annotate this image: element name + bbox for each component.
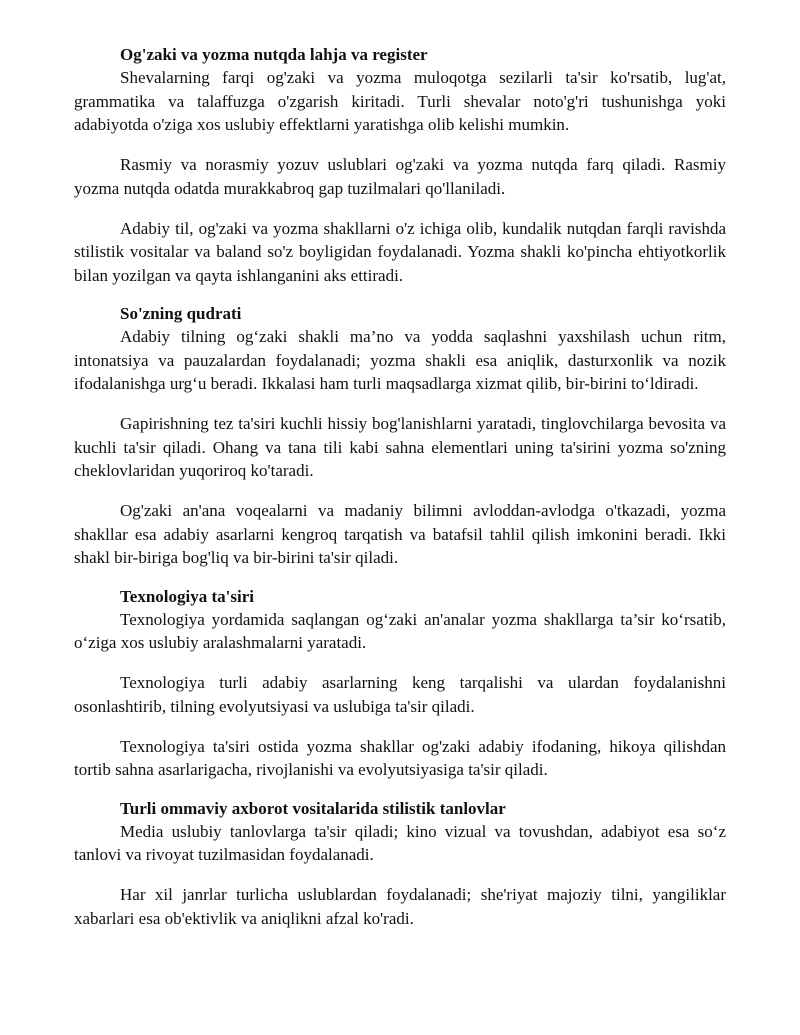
paragraph: Gapirishning tez ta'siri kuchli hissiy bog'lanishlarni yaratadi, tinglovchilarga bevosita va kuchli ta'sir qiladi. Ohang va tana tili kabi sahna elementlari uning ta'sirini yozma so'zning cheklovlaridan yuqoriroq ko'taradi. [74,414,726,480]
section-heading: Turli ommaviy axborot vositalarida stilistik tanlovlar [120,798,506,818]
section-heading: Texnologiya ta'siri [120,586,254,606]
paragraph: Texnologiya ta'siri ostida yozma shakllar og'zaki adabiy ifodaning, hikoya qilishdan tortib sahna asarlarigacha, rivojlanishi va evolyutsiyasiga ta'sir qiladi. [74,736,726,779]
paragraph: Og'zaki an'ana voqealarni va madaniy bilimni avloddan-avlodga o'tkazadi, yozma shakllar esa adabiy asarlarni kengroq tarqatish va batafsil tahlil qilish imkonini beradi. Ikki shakl bir-biriga bog'liq va bir-birini ta'sir qiladi. [74,501,726,567]
section-power-of-word [74,303,726,570]
section-technology-impact [74,586,726,782]
paragraph: Shevalarning farqi og'zaki va yozma muloqotga sezilarli ta'sir ko'rsatib, lug'at, grammatika va talaffuzga o'zgarish kiritadi. Turli shevalar noto'g'ri tushunishga yoki adabiyotda o'ziga xos uslubiy effektlarni yaratishga olib kelishi mumkin. [74,68,726,134]
paragraph: Rasmiy va norasmiy yozuv uslublari og'zaki va yozma nutqda farq qiladi. Rasmiy yozma nutqda odatda murakkabroq gap tuzilmalari qo'llaniladi. [74,155,726,198]
section-heading: Og'zaki va yozma nutqda lahja va register [120,45,428,64]
paragraph: Har xil janrlar turlicha uslublardan foydalanadi; she'riyat majoziy tilni, yangiliklar xabarlari esa ob'ektivlik va aniqlikni afzal ko'radi. [74,885,726,928]
section-dialect-register [74,44,726,287]
paragraph: Adabiy til, og'zaki va yozma shakllarni o'z ichiga olib, kundalik nutqdan farqli ravishda stilistik vositalar va baland so'z boyligidan foydalanadi. Yozma shakli ko'pincha ehtiyotkorlik bilan yozilgan va qayta ishlanganini aks ettiradi. [74,218,726,285]
paragraph: Texnologiya yordamida saqlangan og‘zaki an'analar yozma shakllarga ta’sir ko‘rsatib, o‘ziga xos uslubiy aralashmalarni yaratadi. [74,609,726,652]
paragraph: Adabiy tilning og‘zaki shakli ma’no va yodda saqlashni yaxshilash uchun ritm, intonatsiya va pauzalardan foydalanadi; yozma shakli esa aniqlik, dasturxonlik va nozik ifodalanishga urg‘u beradi. Ikkalasi ham turli maqsadlarga xizmat qilib, bir-birini to‘ldiradi. [74,327,726,393]
section-heading: So'zning qudrati [120,304,242,323]
paragraph: Texnologiya turli adabiy asarlarning keng tarqalishi va ulardan foydalanishni osonlashtirib, tilning evolyutsiyasi va uslubiga ta'sir qiladi. [74,673,726,716]
section-media-stylistic-choices [74,798,726,931]
paragraph: Media uslubiy tanlovlarga ta'sir qiladi; kino vizual va tovushdan, adabiyot esa so‘z tanlovi va rivoyat tuzilmasidan foydalanadi. [74,821,726,864]
